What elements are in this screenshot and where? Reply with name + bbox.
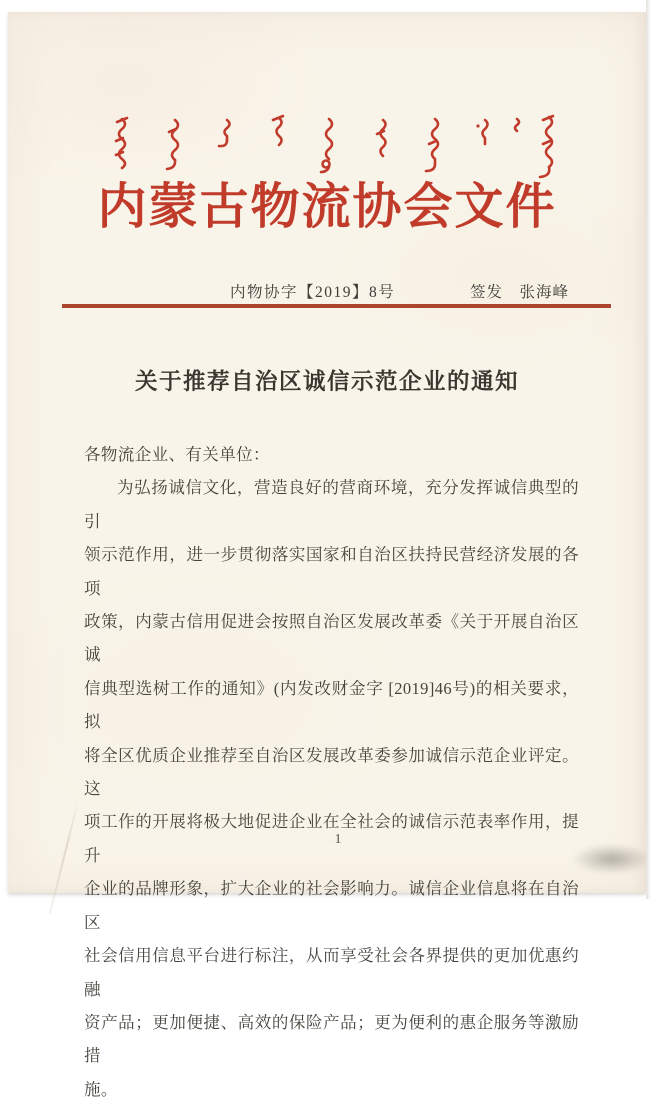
scan-smudge-artifact (573, 844, 651, 874)
body-line: 政策，内蒙古信用促进会按照自治区发展改革委《关于开展自治区诚 (84, 612, 579, 665)
page-number: 1 (334, 832, 342, 847)
body-line: 信典型选树工作的通知》(内发改财金字 [2019]46号)的相关要求，拟 (84, 678, 579, 732)
body-line: 企业的品牌形象，扩大企业的社会影响力。诚信企业信息将在自治区 (84, 879, 579, 932)
body-line: 将全区优质企业推荐至自治区发展改革委参加诚信示范企业评定。这 (84, 745, 579, 799)
notice-title: 关于推荐自治区诚信示范企业的通知 (134, 369, 519, 394)
scan-edge-strip (646, 0, 654, 899)
body-line: 社会信用信息平台进行标注，从而享受社会各界提供的更加优惠约融 (84, 946, 579, 999)
body-line: 为弘扬诚信文化，营造良好的营商环境，充分发挥诚信典型的引 (84, 478, 579, 531)
body-line: 项工作的开展将极大地促进企业在全社会的诚信示范表率作用，提升 (84, 812, 579, 865)
letterhead-org-title: 内蒙古物流协会文件 (97, 179, 557, 234)
doc-number: 内物协字【2019】8号 (230, 284, 396, 301)
mongolian-script-icon (107, 114, 567, 186)
scan-crease-artifact (49, 800, 79, 915)
notice-body (84, 438, 579, 1106)
issuer-signoff: 签发 张海峰 (470, 284, 570, 301)
salutation-line: 各物流企业、有关单位： (84, 445, 270, 464)
doc-meta-row (8, 280, 646, 302)
scanned-page (8, 12, 646, 1099)
body-line: 资产品；更加便捷、高效的保险产品；更为便利的惠企服务等激励措 (84, 1012, 579, 1066)
body-line: 领示范作用，进一步贯彻落实国家和自治区扶持民营经济发展的各项 (84, 545, 579, 598)
body-line: 施。 (84, 1079, 118, 1099)
red-divider-rule (62, 304, 611, 308)
